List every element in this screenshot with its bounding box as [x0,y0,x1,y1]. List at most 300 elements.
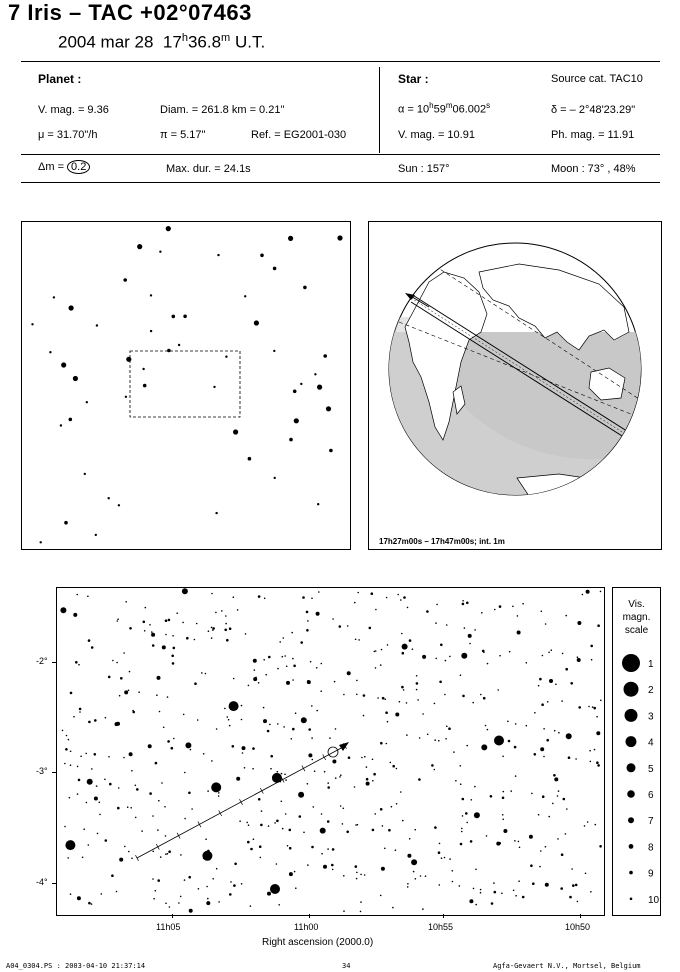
planet-heading: Planet : [38,72,82,86]
field-star [480,889,482,891]
field-star [462,603,465,606]
field-star [409,639,412,642]
field-star [108,756,110,758]
field-star [65,840,75,850]
field-star [597,624,600,627]
field-star [211,782,221,792]
field-star [475,904,477,906]
field-star [157,879,160,882]
field-star [360,874,362,876]
field-star [364,874,366,876]
finder-chart [21,221,351,550]
field-star [65,748,68,751]
field-star [229,701,239,711]
dec-tick: -2° [36,656,48,666]
target-star-marker [328,747,338,757]
field-star [466,602,469,605]
field-star [282,656,284,658]
field-star [460,783,462,785]
field-star [230,881,232,883]
field-star [502,814,504,816]
track-time-tick [240,799,243,805]
field-star [435,658,437,660]
field-star [318,591,320,593]
field-star [448,727,451,730]
field-star [422,908,424,910]
field-star [215,612,217,614]
field-star [363,694,366,697]
finder-star [213,386,215,388]
field-star [201,672,203,674]
field-star [255,677,257,679]
field-star [283,726,285,728]
field-star [242,752,244,754]
field-star [566,733,572,739]
field-star [259,845,262,848]
finder-star [40,541,42,543]
field-star [312,759,314,761]
field-star [441,857,443,859]
field-star [236,777,240,781]
field-star [196,623,198,625]
field-star [208,630,210,632]
field-star [461,653,467,659]
field-star [116,662,118,664]
field-star [481,744,487,750]
event-hour: 17 [162,32,182,52]
star-map [56,587,605,916]
field-star [554,777,558,781]
field-star [117,618,119,620]
field-star [269,724,271,726]
legend-magnitude-label: 1 [648,659,654,670]
field-star [332,869,334,871]
field-star [239,820,241,822]
field-star [436,604,438,606]
field-star [78,664,80,666]
field-star [508,740,511,743]
field-star [294,871,296,873]
field-star [277,668,279,670]
field-star [285,813,287,815]
field-star [76,594,78,596]
field-star [281,801,283,803]
field-star [242,746,246,750]
finder-star [217,254,219,256]
field-star [302,596,305,599]
field-star [197,719,199,721]
field-star [144,630,146,632]
field-star [444,694,446,696]
sun-elongation: Sun : 157° [398,163,450,175]
field-star [563,798,566,801]
field-star [439,681,442,684]
field-star [515,775,517,777]
field-star [172,662,175,665]
field-star [526,662,528,664]
field-star [539,678,542,681]
field-star [381,649,383,651]
finder-star [260,254,264,258]
field-star [207,850,210,853]
field-star [435,622,437,624]
field-star [94,797,98,801]
field-star [469,643,471,645]
field-star [384,698,386,700]
field-star [155,890,157,892]
field-star [307,864,309,866]
field-star [401,633,403,635]
field-star [203,857,205,859]
field-star [395,849,397,851]
field-star [148,744,152,748]
field-star [323,865,327,869]
field-star [469,899,473,903]
field-star [248,685,250,687]
field-star [596,716,598,718]
field-star [600,591,602,593]
field-star [307,783,309,785]
field-star [570,682,573,685]
field-star [375,650,377,652]
field-star [244,767,246,769]
field-star [130,807,132,809]
field-star [554,730,556,732]
field-star [128,690,130,692]
field-star [464,627,466,629]
field-star [127,806,129,808]
finder-star [289,438,293,442]
field-star [91,646,94,649]
field-star [452,881,454,883]
field-star [101,893,103,895]
field-star [88,902,91,905]
field-star [431,764,434,767]
info-bottom-rule [21,182,660,183]
field-star [482,650,485,653]
finder-star [96,324,98,326]
field-star [321,853,323,855]
field-star [206,901,210,905]
field-star [342,823,344,825]
field-star [547,701,549,703]
field-star [503,829,507,833]
field-star [589,750,591,752]
field-star [117,620,119,622]
field-star [475,869,477,871]
planet-diameter: Diam. = 261.8 km = 0.21" [160,104,285,116]
field-star [597,764,600,767]
legend-star-mag-6 [627,790,635,798]
finder-star [274,477,276,479]
time-scale: U.T. [234,32,266,52]
field-star [401,686,404,689]
antarctica-shape [517,474,619,500]
field-star [111,874,114,877]
field-star [561,700,563,702]
field-star [438,851,441,854]
field-star [427,734,429,736]
field-star [77,766,79,768]
field-star [158,800,160,802]
field-star [449,656,451,658]
field-star [562,653,564,655]
field-star [354,602,356,604]
field-star [343,910,345,912]
field-star [66,735,68,737]
finder-star [49,351,51,353]
field-star [419,737,421,739]
field-star [135,785,137,787]
field-star [276,863,278,865]
field-star [549,679,553,683]
field-star [565,615,567,617]
field-star [171,747,174,750]
field-star [355,639,357,641]
field-star [590,761,592,763]
field-star [115,722,119,726]
field-star [268,656,271,659]
field-star [446,624,448,626]
field-star [320,828,326,834]
moon-info: Moon : 73° , 48% [551,163,636,175]
field-star [99,814,101,816]
finder-star [150,330,152,332]
finder-star [125,396,127,398]
field-star [211,593,213,595]
ra-tick: 11h00 [294,922,319,932]
field-star [366,766,368,768]
field-star [83,828,85,830]
field-star [502,756,504,758]
field-star [462,695,465,698]
field-star [434,739,436,741]
field-star [182,588,188,594]
field-star [171,655,174,658]
field-star [233,678,235,680]
field-star [517,615,519,617]
field-star [123,757,125,759]
field-star [577,621,581,625]
zoom-box [130,351,240,417]
field-star [168,850,171,853]
field-star [188,876,191,879]
field-star [380,742,383,745]
field-star [439,843,441,845]
field-star [306,629,309,632]
finder-star [225,356,227,358]
field-star [99,802,101,804]
info-mid-rule [21,154,660,155]
field-star [462,798,465,801]
field-star [553,774,556,777]
field-star [151,631,153,633]
field-star [156,694,158,696]
field-star [241,719,243,721]
field-star [232,745,235,748]
field-star [534,712,536,714]
field-star [487,729,489,731]
field-star [73,613,77,617]
field-star [487,663,489,665]
field-star [453,751,455,753]
finder-star [337,235,342,240]
field-star [246,822,248,824]
field-star [277,723,279,725]
field-star [512,606,514,608]
field-star [261,810,263,812]
field-star [293,665,296,668]
globe-panel [368,221,662,550]
field-star [514,840,516,842]
field-star [416,682,419,685]
field-star [412,648,414,650]
field-star [364,756,366,758]
field-star [307,680,309,682]
field-star [117,807,120,810]
field-star [485,725,487,727]
field-star [183,714,185,716]
field-star [157,829,159,831]
info-top-rule [21,61,660,62]
field-star [377,697,379,699]
planet-vmag: V. mag. = 9.36 [38,104,109,116]
star-vmag: V. mag. = 10.91 [398,129,475,141]
field-star [165,634,167,636]
field-star [91,903,93,905]
field-star [502,819,504,821]
field-star [287,845,289,847]
field-star [263,719,267,723]
field-star [282,828,284,830]
magnitude-legend [612,587,661,916]
field-star [382,697,385,700]
track-time-tick [177,833,180,839]
field-star [229,627,232,630]
legend-star-mag-5 [627,763,636,772]
finder-star [118,504,120,506]
field-star [205,838,207,840]
finder-star [126,357,131,362]
field-star [152,644,155,647]
field-star [373,773,376,776]
field-star [258,595,261,598]
field-star [374,813,376,815]
ra-tick: 11h05 [156,922,181,932]
field-star [218,792,220,794]
field-star [420,875,422,877]
finder-star [183,315,187,319]
field-star [263,659,265,661]
field-star [229,893,232,896]
legend-magnitude-label: 4 [648,737,654,749]
field-star [131,770,133,772]
finder-star [167,349,171,353]
field-star [406,734,408,736]
field-star [540,850,542,852]
finder-star [248,457,252,461]
field-star [88,721,91,724]
field-star [509,651,511,653]
field-star [135,817,137,819]
finder-star [293,390,297,394]
field-star [355,824,357,826]
field-star [129,627,132,630]
field-star [270,884,280,894]
field-star [129,671,131,673]
legend-title-line3: scale [624,625,649,636]
finder-star [64,521,68,525]
field-star [546,739,549,742]
field-star [198,888,200,890]
field-star [434,769,436,771]
field-star [407,854,411,858]
field-star [105,717,107,719]
field-star [265,674,267,676]
field-star [582,594,584,596]
field-star [263,707,265,709]
field-star [162,645,166,649]
legend-star-mag-1 [622,654,640,672]
field-star [380,664,382,666]
event-datetime: 2004 mar 28 17$^h$36.8$^m$ U.T. [58,32,266,52]
field-star [94,719,97,722]
field-star [439,884,441,886]
field-star [445,660,447,662]
finder-star [53,296,55,298]
field-star [292,679,294,681]
field-star [221,610,223,612]
field-star [300,641,303,644]
field-star [499,655,501,657]
finder-star [215,512,217,514]
field-star [361,757,363,759]
finder-chart-svg [22,222,350,549]
field-star [182,622,184,624]
field-star [149,624,151,626]
field-star [270,768,272,770]
field-star [233,596,235,598]
field-star [585,873,587,875]
field-star [392,765,395,768]
finder-star [137,244,142,249]
field-star [446,726,448,728]
field-star [82,857,84,859]
finder-star [273,350,275,352]
field-star [62,730,64,732]
planet-parallax: π = 5.17" [160,129,206,141]
field-star [104,779,106,781]
field-star [541,611,543,613]
field-star [116,891,118,893]
field-star [184,818,186,820]
finder-star [31,323,33,325]
field-star [490,795,493,798]
finder-star [142,368,144,370]
field-star [149,792,152,795]
field-star [313,806,315,808]
finder-star [172,315,176,319]
field-star [69,797,71,799]
star-dec: δ = – 2°48'23.29" [551,104,636,116]
field-star [566,808,568,810]
finder-star [326,406,331,411]
field-star [173,738,175,740]
field-star [468,634,472,638]
field-star [176,612,178,614]
field-star [60,607,66,613]
field-star [298,792,304,798]
